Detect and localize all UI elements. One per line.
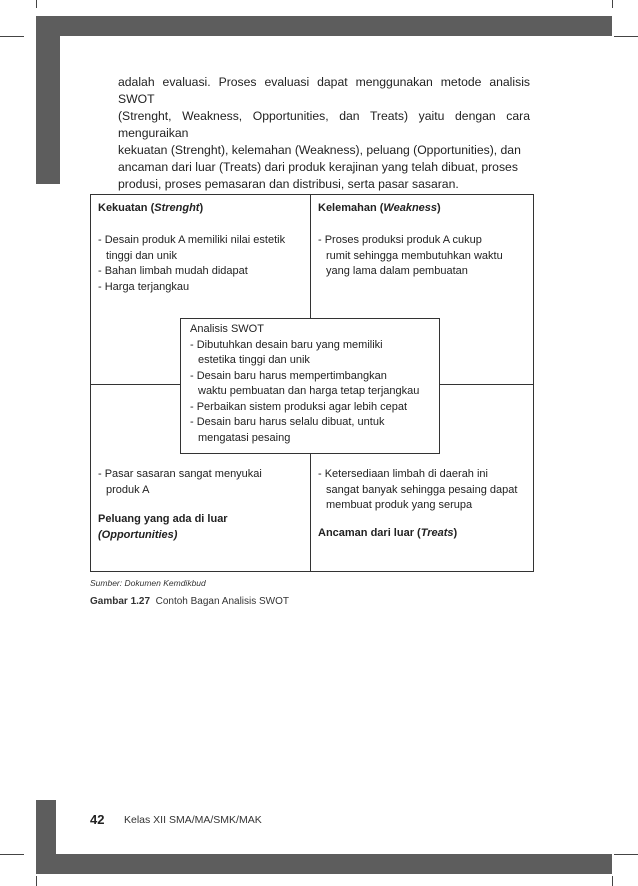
figure-caption — [90, 596, 289, 607]
list-item-continuation: membuat produk yang serupa — [326, 499, 473, 511]
list-item-continuation: waktu pembuatan dan harga tetap terjangkau — [198, 385, 420, 397]
page-number: 42 — [90, 812, 105, 827]
paragraph-line: produsi, proses pemasaran dan distribusi, serta pasar sasaran. — [118, 177, 459, 191]
strength-list — [98, 233, 308, 295]
list-item-continuation: produk A — [106, 483, 150, 496]
list-item: - Pasar sasaran sangat menyukai — [98, 468, 262, 480]
paragraph-line: adalah evaluasi. Proses evaluasi dapat menggunakan metode analisis SWOT — [118, 75, 530, 106]
weakness-list — [318, 233, 528, 280]
crop-mark — [36, 876, 37, 886]
list-item: - Proses produksi produk A cukup — [318, 234, 482, 246]
list-item: - Ketersediaan limbah di daerah ini — [318, 468, 488, 480]
threat-heading: Ancaman dari luar (Treats) — [318, 527, 458, 539]
crop-mark — [612, 0, 613, 8]
crop-mark — [614, 854, 638, 855]
list-item-continuation: sangat banyak sehingga pesaing dapat — [326, 483, 518, 496]
list-item-continuation: rumit sehingga membutuhkan waktu — [326, 249, 503, 262]
figure-caption-text: Contoh Bagan Analisis SWOT — [155, 596, 290, 607]
crop-mark — [0, 36, 24, 37]
crop-mark — [612, 876, 613, 886]
opportunity-list — [98, 467, 308, 498]
crop-mark — [0, 854, 24, 855]
list-item-continuation: mengatasi pesaing — [198, 431, 291, 444]
threat-list — [318, 467, 530, 514]
crop-mark — [36, 0, 37, 8]
paragraph-line: kekuatan (Strenght), kelemahan (Weakness), peluang (Opportunities), dan — [118, 143, 521, 157]
footer-text: Kelas XII SMA/MA/SMK/MAK — [124, 814, 262, 826]
crop-mark — [614, 36, 638, 37]
list-item-continuation: yang lama dalam pembuatan — [326, 265, 468, 277]
figure-label: Gambar 1.27 — [90, 596, 151, 607]
list-item-continuation: estetika tinggi dan unik — [198, 354, 310, 366]
list-item: - Desain baru harus mempertimbangkan — [190, 369, 387, 382]
weakness-heading: Kelemahan (Weakness) — [318, 202, 441, 214]
list-item: - Dibutuhkan desain baru yang memiliki — [190, 338, 383, 351]
opportunity-heading: Peluang yang ada di luar (Opportunities) — [98, 513, 228, 541]
list-item: - Desain baru harus selalu dibuat, untuk — [190, 416, 385, 428]
list-item: - Bahan limbah mudah didapat — [98, 265, 248, 277]
list-item: - Perbaikan sistem produksi agar lebih cepat — [190, 400, 408, 413]
paragraph-line: ancaman dari luar (Treats) dari produk kerajinan yang telah dibuat, proses — [118, 160, 518, 174]
frame-left-bar — [36, 16, 60, 184]
frame-top-bar — [36, 16, 612, 36]
list-item: - Desain produk A memiliki nilai estetik — [98, 234, 286, 246]
analysis-title: Analisis SWOT — [190, 323, 264, 335]
paragraph-line: (Strenght, Weakness, Opportunities, dan Treats) yaitu dengan cara menguraikan — [118, 109, 530, 140]
frame-bottom-bar — [36, 854, 612, 874]
figure-source: Sumber: Dokumen Kemdikbud — [90, 578, 206, 588]
strength-heading: Kekuatan (Strenght) — [98, 202, 204, 214]
analysis-content — [190, 322, 436, 446]
body-paragraph — [118, 74, 530, 193]
list-item-continuation: tinggi dan unik — [106, 249, 177, 262]
list-item: - Harga terjangkau — [98, 280, 190, 293]
